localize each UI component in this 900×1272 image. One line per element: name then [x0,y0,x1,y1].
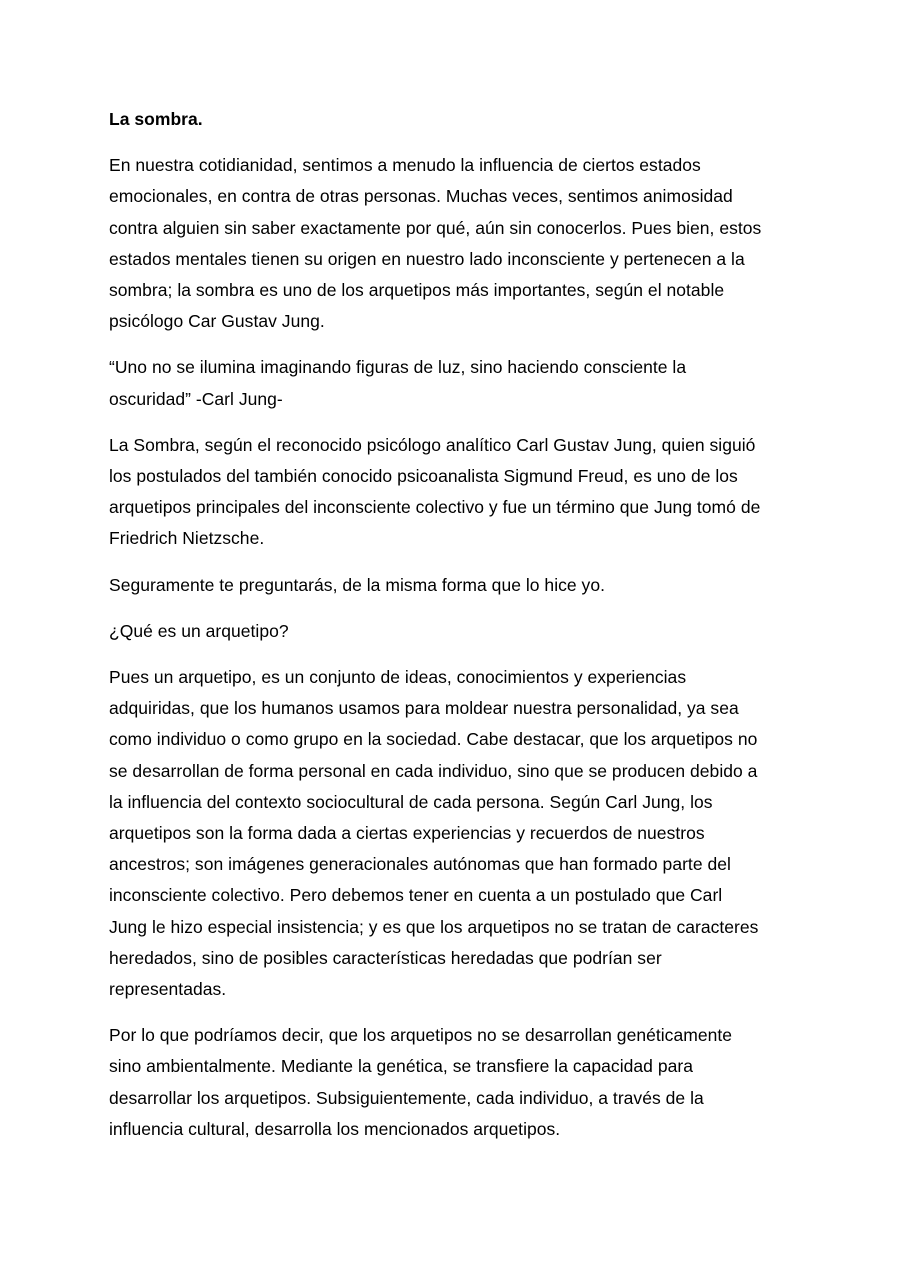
paragraph-question [109,616,799,647]
text-line: adquiridas, que los humanos usamos para moldear nuestra personalidad, ya sea [109,698,739,719]
text-line: desarrollar los arquetipos. Subsiguientemente, cada individuo, a través de la [109,1087,704,1108]
paragraph-archetype-definition [109,662,799,1005]
text-line: la influencia del contexto sociocultural de cada persona. Según Carl Jung, los [109,791,713,812]
paragraph-shadow-definition [109,430,799,555]
text-line: los postulados del también conocido psicoanalista Sigmund Freud, es uno de los [109,466,738,487]
paragraph-question-lead [109,570,799,601]
paragraph-intro [109,150,799,337]
text-line: Pues un arquetipo, es un conjunto de ideas, conocimientos y experiencias [109,667,687,688]
text-line: contra alguien sin saber exactamente por qué, aún sin conocerlos. Pues bien, estos [109,217,762,238]
text-line: ¿Qué es un arquetipo? [109,620,289,641]
text-line: La Sombra, según el reconocido psicólogo analítico Carl Gustav Jung, quien siguió [109,434,756,455]
text-line: influencia cultural, desarrolla los mencionados arquetipos. [109,1118,561,1139]
text-line: estados mentales tienen su origen en nuestro lado inconsciente y pertenecen a la [109,248,745,269]
text-line: sombra; la sombra es uno de los arquetipos más importantes, según el notable [109,280,725,301]
text-line: como individuo o como grupo en la sociedad. Cabe destacar, que los arquetipos no [109,729,758,750]
text-line: En nuestra cotidianidad, sentimos a menudo la influencia de ciertos estados [109,155,701,176]
text-line: heredados, sino de posibles características heredadas que podrían ser [109,947,662,968]
text-line: arquetipos son la forma dada a ciertas experiencias y recuerdos de nuestros [109,823,705,844]
text-line: sino ambientalmente. Mediante la genética, se transfiere la capacidad para [109,1056,693,1077]
text-line: se desarrollan de forma personal en cada individuo, sino que se producen debido a [109,760,758,781]
text-line: Seguramente te preguntarás, de la misma forma que lo hice yo. [109,574,605,595]
text-line: “Uno no se ilumina imaginando figuras de luz, sino haciendo consciente la [109,357,687,378]
text-line: ancestros; son imágenes generacionales autónomas que han formado parte del [109,854,731,875]
document-page [109,104,799,1160]
document-title: La sombra. [109,109,203,129]
text-line: oscuridad” -Carl Jung- [109,388,283,409]
paragraph-conclusion [109,1020,799,1145]
text-line: Friedrich Nietzsche. [109,528,265,549]
paragraph-quote [109,352,799,414]
text-line: inconsciente colectivo. Pero debemos tener en cuenta a un postulado que Carl [109,885,723,906]
text-line: arquetipos principales del inconsciente colectivo y fue un término que Jung tomó de [109,497,761,518]
text-line: Por lo que podríamos decir, que los arquetipos no se desarrollan genéticamente [109,1025,733,1046]
text-line: Jung le hizo especial insistencia; y es que los arquetipos no se tratan de caracteres [109,916,759,937]
text-line: representadas. [109,979,227,1000]
text-line: emocionales, en contra de otras personas. Muchas veces, sentimos animosidad [109,186,733,207]
text-line: psicólogo Car Gustav Jung. [109,311,325,332]
